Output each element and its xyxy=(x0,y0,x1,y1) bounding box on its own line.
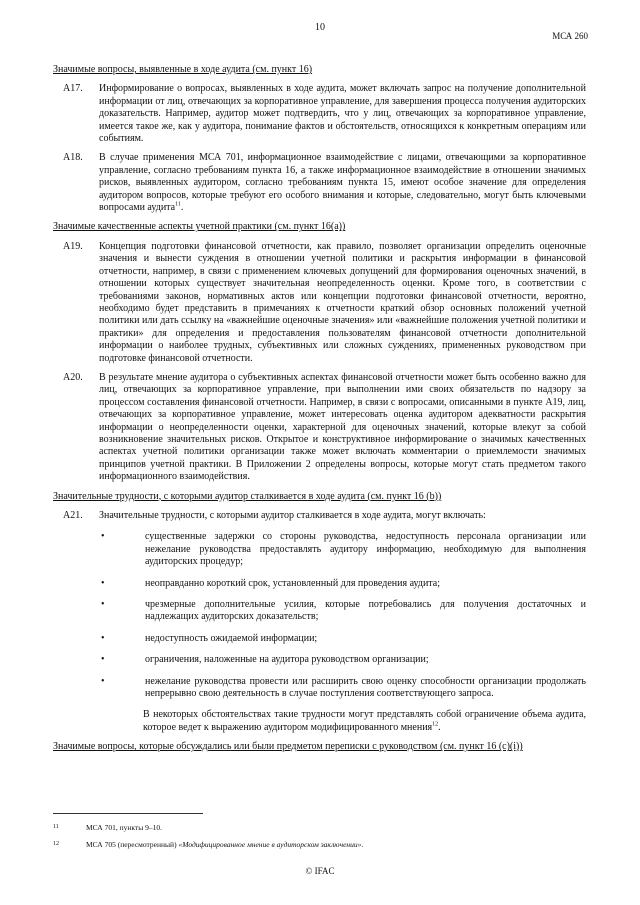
footnotes xyxy=(53,822,586,856)
section-heading: Значимые качественные аспекты учетной практики (см. пункт 16(a)) xyxy=(53,221,346,233)
paragraph-text: Концепция подготовки финансовой отчетности, как правило, позволяет организации определить оценочные значения и вынести суждения в отношении учетной политики и раскрытия информации в финансовой отчетности, например, в связи с применением ключевых допущений для формирования оценочных значений, в отношении которых существует значительная неопределенность оценки. Кроме того, в соответствии с требованиями законов, нормативных актов или концепции подготовки финансовой отчетности, вероятно, необходимо будет представить в примечаниях к отчетности краткий обзор основных положений учетной политики или дать ссылку на «важнейшие оценочные значения» или «важнейшие положения учетной политики и практики» для определения и предоставления пользователям финансовой отчетности дополнительной информации о наиболее трудных, субъективных или сложных суждениях, примененных руководством при подготовке финансовой отчетности. xyxy=(99,240,586,364)
paragraph-number: A17. xyxy=(63,83,83,95)
footnote-tail: . xyxy=(361,840,364,849)
section-heading: Значимые вопросы, выявленные в ходе аудита (см. пункт 16) xyxy=(53,64,313,75)
paragraph-a19 xyxy=(53,241,586,365)
paragraph-number: A20. xyxy=(63,371,83,383)
list-item-text: ограничения, наложенные на аудитора руководством организации; xyxy=(145,654,429,666)
closing-text xyxy=(143,709,586,734)
list-item-text: чрезмерные дополнительные усилия, которые потребовались для получения достаточных и надлежащих аудиторских доказательств; xyxy=(145,599,586,623)
section-heading: Значительные трудности, с которыми аудитор сталкивается в ходе аудита (см. пункт 16 (b)) xyxy=(53,490,442,502)
list-item-text: существенные задержки со стороны руководства, недоступность персонала организации или нежелание руководства предоставлять аудитору информацию, необходимую для выполнения аудиторских процедур; xyxy=(145,531,586,568)
bullet-icon: • xyxy=(101,599,105,611)
paragraph-body: В случае применения МСА 701, информационное взаимодействие с лицами, отвечающими за корпоративное управление, согласно требованиям пункта 16, а также информационное взаимодействие в отношении значимых рисков, выявленных аудитором, согласно требованиям пункта 15, имеют особое значение для определения аудитором вопросов, которые требуют его особого внимания и которые, следовательно, могут быть ключевыми вопросами аудита xyxy=(99,152,586,214)
list-item-text: нежелание руководства провести или расширить свою оценку способности организации продолжать непрерывно свою деятельность в случае поступления соответствующего запроса. xyxy=(145,675,586,700)
bullet-icon: • xyxy=(101,654,105,666)
bullet-list xyxy=(99,531,586,700)
paragraph-number: A18. xyxy=(63,152,83,164)
footnote xyxy=(53,839,586,850)
document-code: МСА 260 xyxy=(552,31,588,41)
list-item xyxy=(99,676,586,701)
paragraph-tail: . xyxy=(180,202,184,214)
paragraph-a21 xyxy=(53,510,586,734)
bullet-icon: • xyxy=(101,632,105,644)
footnote-ref: 12 xyxy=(432,721,439,728)
list-item xyxy=(99,633,586,645)
paragraph-a20 xyxy=(53,372,586,484)
closing-body: В некоторых обстоятельствах такие трудности могут представлять собой ограничение объема аудита, которое ведет к выражению аудитором модифицированного мнения xyxy=(143,709,586,733)
paragraph-a18 xyxy=(53,152,586,214)
paragraph-intro: Значительные трудности, с которыми аудитор сталкивается в ходе аудита, могут включать: xyxy=(99,510,486,521)
section-heading: Значимые вопросы, которые обсуждались или были предметом переписки с руководством (см. пункт 16 (c)(i)) xyxy=(53,741,523,753)
footnote-ref: 11 xyxy=(175,201,181,208)
paragraph-number: A19. xyxy=(63,240,83,252)
footnote-number: 12 xyxy=(53,841,59,847)
list-item xyxy=(99,531,586,568)
bullet-icon: • xyxy=(101,675,105,687)
list-item-text: неоправданно короткий срок, установленный для проведения аудита; xyxy=(145,577,441,589)
bullet-icon: • xyxy=(101,577,105,589)
copyright-footer: © IFAC xyxy=(305,866,335,876)
footnote-text-italic: «Модифицированное мнение в аудиторском заключении» xyxy=(178,840,362,849)
footnote-text: МСА 701, пункты 9–10. xyxy=(86,823,162,832)
paragraph-text xyxy=(99,510,586,734)
paragraph-number: A21. xyxy=(63,510,83,521)
paragraph-text: В результате мнение аудитора о субъективных аспектах финансовой отчетности может быть особенно важно для лиц, отвечающих за корпоративное управление, при выполнении ими своих обязательств по надзору за процессом составления финансовой отчетности. Например, в связи с вопросами, описанными в пункте A19, лиц, отвечающих за корпоративное управление, может интересовать оценка аудитором адекватности раскрытия информации о неопределенности оценки, характерной для оценочных значений, которые влекут за собой возникновение значительных рисков. Открытое и конструктивное информирование о значимых качественных аспектах учетной политики организации также может включать комментарии о приемлемости значимых принципов учетной практики. В Приложении 2 определены вопросы, которые могут стать предметом такого информационного взаимодействия. xyxy=(99,371,586,483)
paragraph-a17 xyxy=(53,83,586,145)
footnote-number: 11 xyxy=(53,824,59,830)
document-body xyxy=(53,64,586,761)
page-number: 10 xyxy=(315,22,325,33)
paragraph-text: Информирование о вопросах, выявленных в ходе аудита, может включать запрос на получение дополнительной информации от лиц, отвечающих за корпоративное управление, для завершения процесса получения аудиторских доказательств. Например, аудитор может подтвердить, что у лиц, отвечающих за корпоративное управление, имеется такое же, как у аудитора, понимание фактов и обстоятельств, относящихся к конкретным операциям или событиям. xyxy=(99,83,586,145)
paragraph-text xyxy=(99,152,586,214)
footnote-text-plain: МСА 705 (пересмотренный) xyxy=(86,840,179,849)
list-item xyxy=(99,578,586,590)
closing-tail: . xyxy=(438,721,441,733)
list-item xyxy=(99,654,586,666)
bullet-icon: • xyxy=(101,531,105,543)
list-item xyxy=(99,599,586,624)
footnote xyxy=(53,822,586,833)
footnote-divider xyxy=(53,813,203,814)
list-item-text: недоступность ожидаемой информации; xyxy=(145,632,318,644)
footnote-text xyxy=(86,839,363,850)
